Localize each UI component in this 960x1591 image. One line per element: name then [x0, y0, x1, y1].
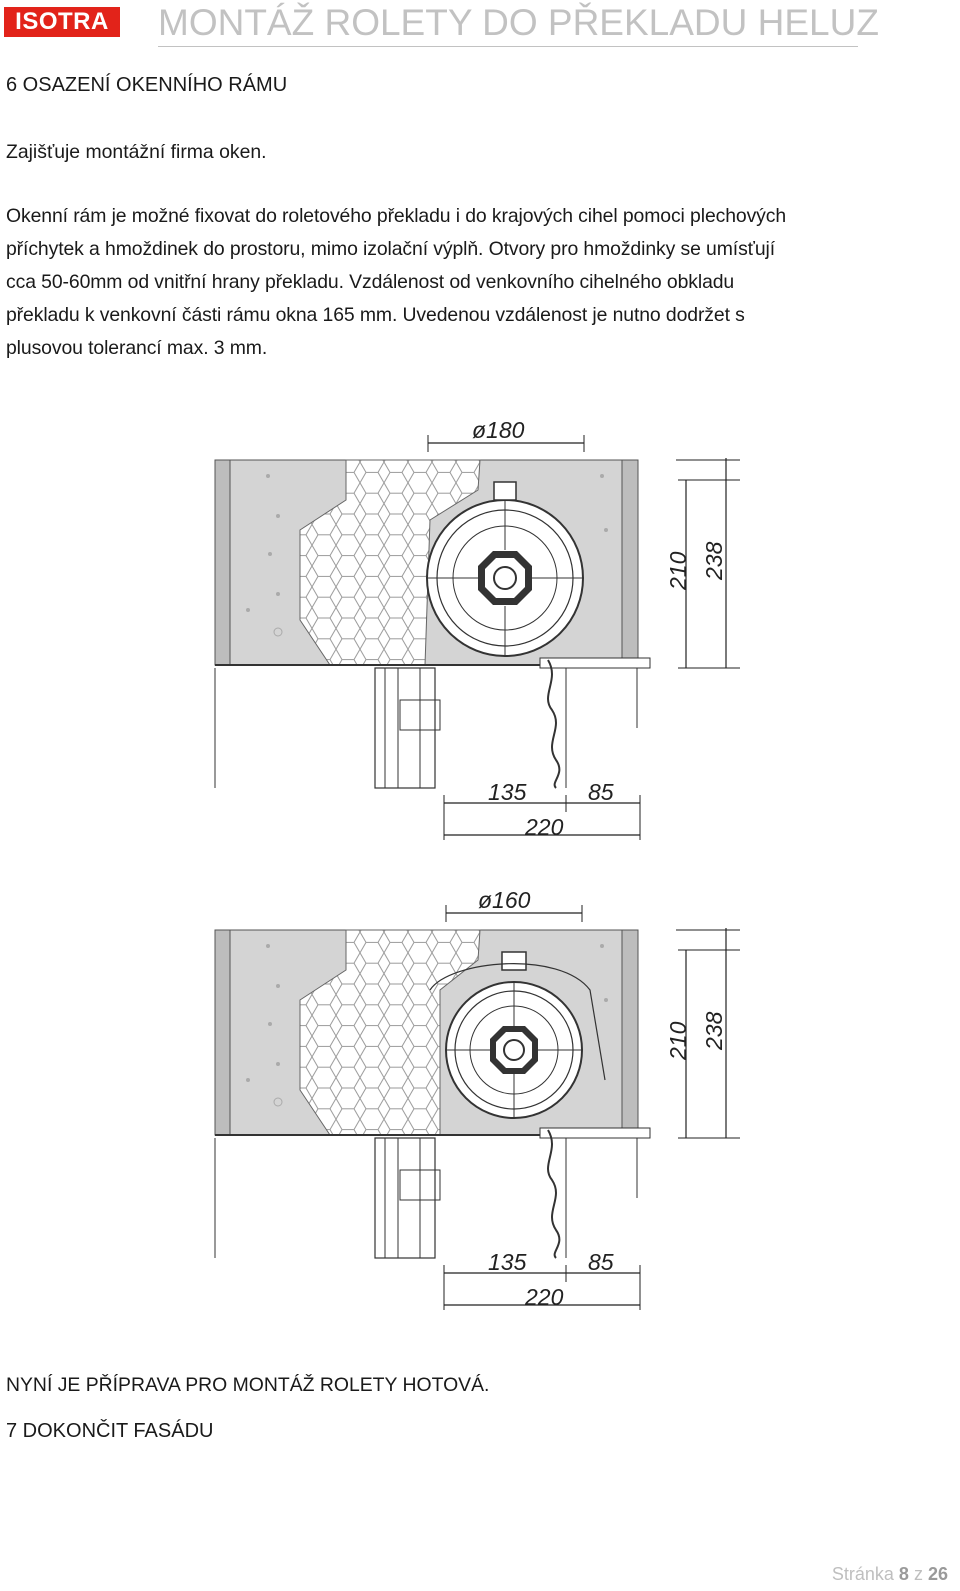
dimension-width-left-label: 135 — [488, 1249, 527, 1275]
lintel-edge-right — [622, 460, 638, 665]
body-line: Okenní rám je možné fixovat do roletového překladu i do krajových cihel pomoci plechových — [6, 205, 787, 227]
body-line: plusovou tolerancí max. 3 mm. — [6, 337, 268, 359]
logo-text: ISOTRA — [15, 8, 109, 35]
footer-total-pages: 26 — [927, 1564, 948, 1584]
roller-slats — [548, 1130, 559, 1258]
dimension-width-left-label: 135 — [488, 779, 527, 805]
section-6-subtitle: Zajišťuje montážní firma oken. — [6, 141, 267, 163]
lintel-edge-right — [622, 930, 638, 1135]
lintel-diagram-180 — [0, 410, 960, 850]
footer-of-word: z — [913, 1564, 923, 1584]
dimension-width-total-label: 220 — [525, 1284, 564, 1310]
body-line: překladu k venkovní části rámu okna 165 mm. Uvedenou vzdálenost je nutno dodržet s — [6, 304, 745, 326]
isotra-logo — [4, 7, 120, 37]
section-6-heading: 6 OSAZENÍ OKENNÍHO RÁMU — [6, 74, 288, 96]
body-line: příchytek a hmoždinek do prostoru, mimo izolační výplň. Otvory pro hmoždinky se umísťují — [6, 238, 776, 260]
dimension-width-total-label: 220 — [525, 814, 564, 840]
lintel-edge-left — [215, 930, 230, 1135]
footer-page-word: Stránka — [831, 1564, 894, 1584]
dimension-diameter-label: ø180 — [472, 417, 525, 443]
document-header-title: MONTÁŽ ROLETY DO PŘEKLADU HELUZ — [158, 0, 858, 47]
window-frame — [375, 668, 440, 788]
lintel-diagram-160-svg — [0, 880, 960, 1320]
dimension-diameter-label: ø160 — [478, 887, 531, 913]
dimension-height-outer-label: 238 — [701, 541, 727, 580]
dimension-height-outer-label: 238 — [701, 1011, 727, 1050]
footer-current-page: 8 — [898, 1564, 909, 1584]
roller-slats — [548, 660, 559, 788]
dimension-width-right-label: 85 — [588, 779, 614, 805]
lintel-diagram-180-svg — [0, 410, 960, 850]
ready-statement: NYNÍ JE PŘÍPRAVA PRO MONTÁŽ ROLETY HOTOVÁ. — [6, 1374, 490, 1396]
dimension-width-right-label: 85 — [588, 1249, 614, 1275]
page-footer — [832, 1564, 948, 1585]
lintel-edge-left — [215, 460, 230, 665]
body-line: cca 50-60mm od vnitřní hrany překladu. Vzdálenost od venkovního cihelného obkladu — [6, 271, 735, 293]
dimension-height-inner-label: 210 — [665, 1021, 691, 1060]
lintel-diagram-160 — [0, 880, 960, 1320]
section-7-heading: 7 DOKONČIT FASÁDU — [6, 1420, 214, 1442]
dimension-height-inner-label: 210 — [665, 551, 691, 590]
window-frame — [375, 1138, 440, 1258]
